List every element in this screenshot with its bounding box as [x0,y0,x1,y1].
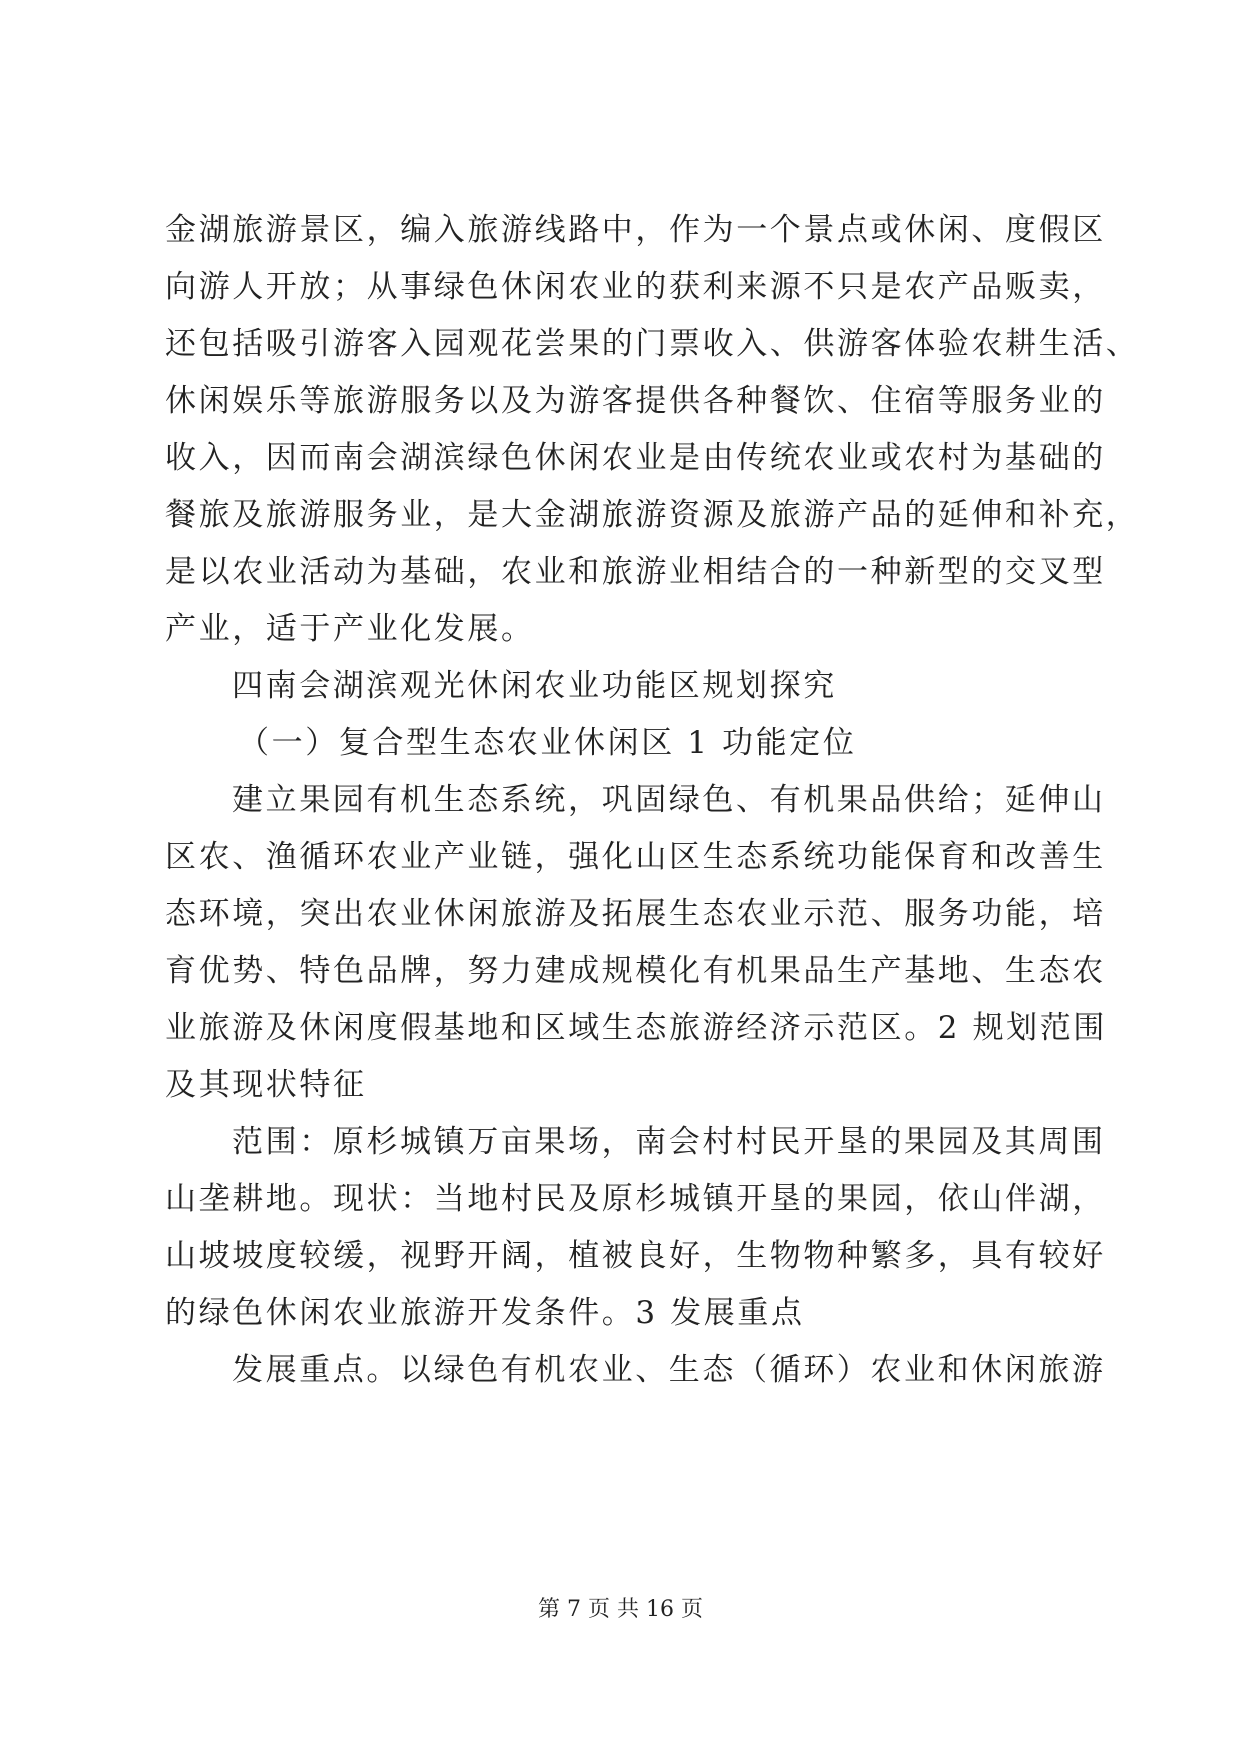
body-line-18: 山垄耕地。现状：当地村民及原杉城镇开垦的果园，依山伴湖， [165,1181,1106,1217]
body-line-20: 的绿色休闲农业旅游开发条件。3 发展重点 [165,1295,805,1331]
body-line-11: 建立果园有机生态系统，巩固绿色、有机果品供给；延伸山 [232,782,1106,818]
body-line-14: 育优势、特色品牌，努力建成规模化有机果品生产基地、生态农 [165,953,1106,989]
body-line-16: 及其现状特征 [165,1067,367,1103]
body-line-21: 发展重点。以绿色有机农业、生态（循环）农业和休闲旅游 [232,1352,1106,1388]
body-line-13: 态环境，突出农业休闲旅游及拓展生态农业示范、服务功能，培 [165,896,1106,932]
body-line-15: 业旅游及休闲度假基地和区域生态旅游经济示范区。2 规划范围 [165,1010,1107,1046]
body-line-6: 餐旅及旅游服务业，是大金湖旅游资源及旅游产品的延伸和补充， [165,497,1140,533]
subsection-heading: （一）复合型生态农业休闲区 1 功能定位 [238,725,857,761]
body-line-5: 收入，因而南会湖滨绿色休闲农业是由传统农业或农村为基础的 [165,440,1106,476]
body-line-19: 山坡坡度较缓，视野开阔，植被良好，生物物种繁多，具有较好 [165,1238,1106,1274]
page-number-footer: 第 7 页 共 16 页 [538,1597,703,1622]
body-line-2: 向游人开放；从事绿色休闲农业的获利来源不只是农产品贩卖， [165,269,1106,305]
body-line-3: 还包括吸引游客入园观花尝果的门票收入、供游客体验农耕生活、 [165,326,1140,362]
body-line-12: 区农、渔循环农业产业链，强化山区生态系统功能保育和改善生 [165,839,1106,875]
body-line-4: 休闲娱乐等旅游服务以及为游客提供各种餐饮、住宿等服务业的 [165,383,1106,419]
body-line-8: 产业，适于产业化发展。 [165,611,535,647]
section-heading: 四南会湖滨观光休闲农业功能区规划探究 [232,668,837,704]
body-line-7: 是以农业活动为基础，农业和旅游业相结合的一种新型的交叉型 [165,554,1106,590]
body-line-1: 金湖旅游景区，编入旅游线路中，作为一个景点或休闲、度假区 [165,212,1106,248]
body-line-17: 范围：原杉城镇万亩果场，南会村村民开垦的果园及其周围 [232,1124,1106,1160]
